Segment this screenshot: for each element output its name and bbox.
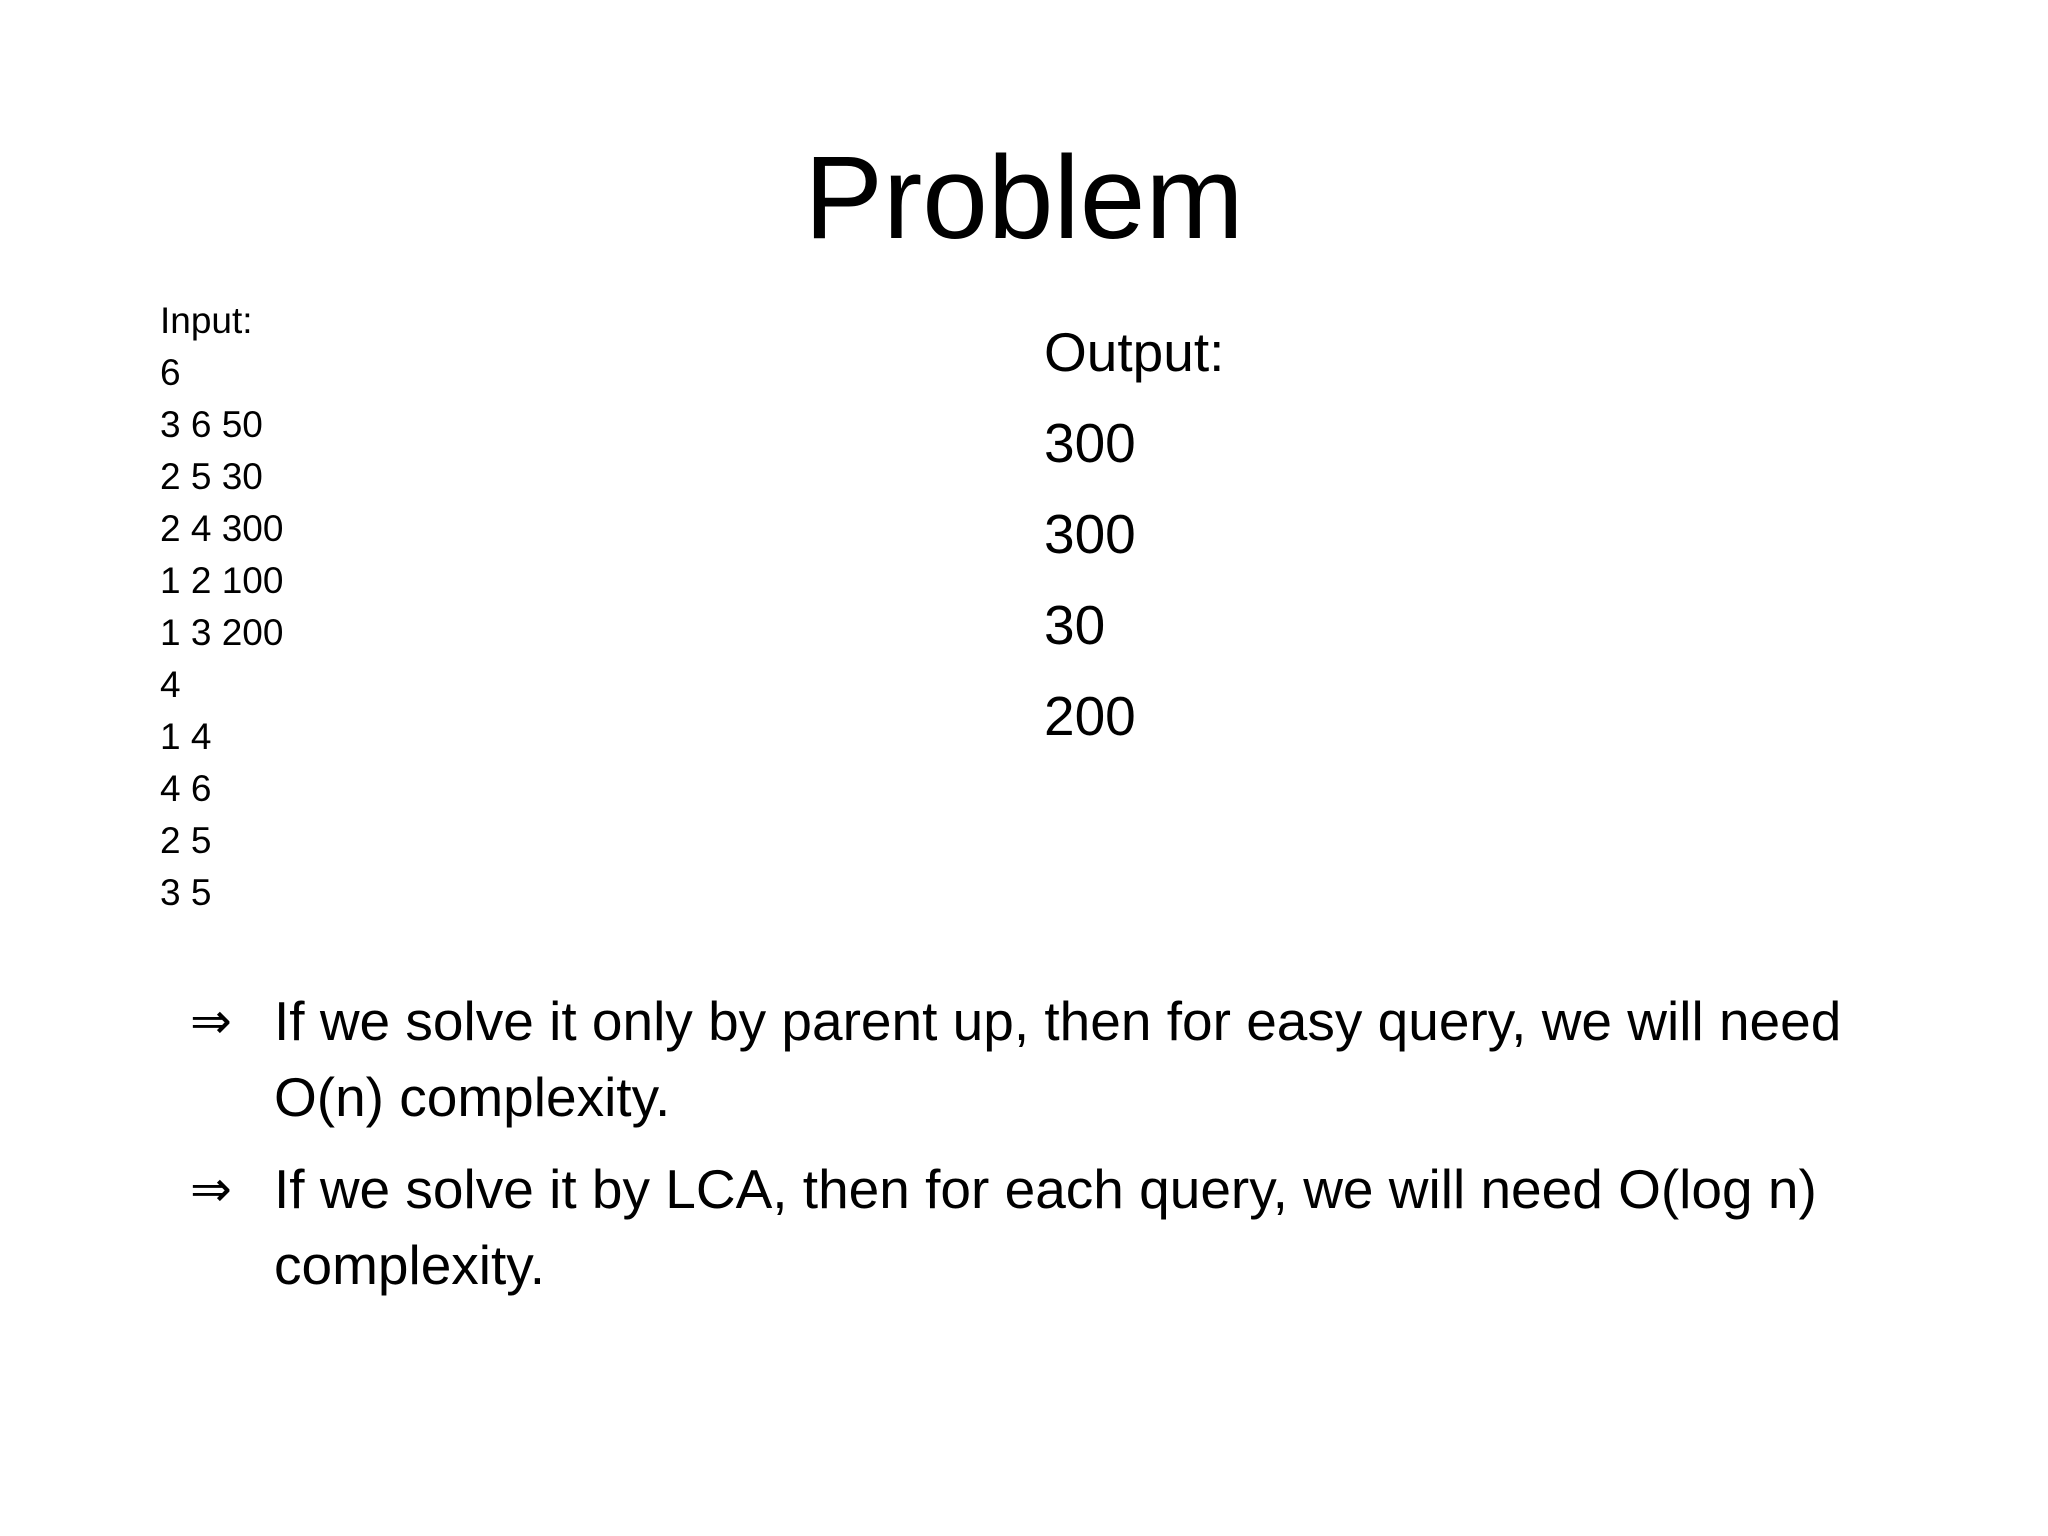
bullet-item — [190, 1151, 1910, 1303]
bullet-list — [190, 983, 1910, 1319]
output-line: 30 — [1044, 594, 1106, 656]
slide-title: Problem — [804, 132, 1244, 264]
output-label: Output: — [1044, 321, 1225, 383]
input-label: Input: — [160, 300, 253, 341]
implies-arrow-icon: ⇒ — [190, 992, 232, 1050]
bullet-text: If we solve it only by parent up, then for easy query, we will need O(n) complexity. — [274, 990, 1842, 1128]
input-line: 3 5 — [160, 872, 212, 913]
bullet-item — [190, 983, 1910, 1135]
input-line: 1 4 — [160, 716, 212, 757]
input-line: 6 — [160, 352, 181, 393]
input-line: 2 4 300 — [160, 508, 284, 549]
input-line: 1 3 200 — [160, 612, 284, 653]
input-line: 3 6 50 — [160, 404, 263, 445]
input-block — [160, 295, 660, 919]
input-line: 2 5 30 — [160, 456, 263, 497]
output-line: 200 — [1044, 685, 1136, 747]
input-line: 1 2 100 — [160, 560, 284, 601]
input-line: 4 — [160, 664, 181, 705]
output-line: 300 — [1044, 412, 1136, 474]
input-line: 4 6 — [160, 768, 212, 809]
implies-arrow-icon: ⇒ — [190, 1160, 232, 1218]
output-line: 300 — [1044, 503, 1136, 565]
input-line: 2 5 — [160, 820, 212, 861]
bullet-text: If we solve it by LCA, then for each query, we will need O(log n) complexity. — [274, 1158, 1817, 1296]
output-block — [1044, 307, 1744, 762]
